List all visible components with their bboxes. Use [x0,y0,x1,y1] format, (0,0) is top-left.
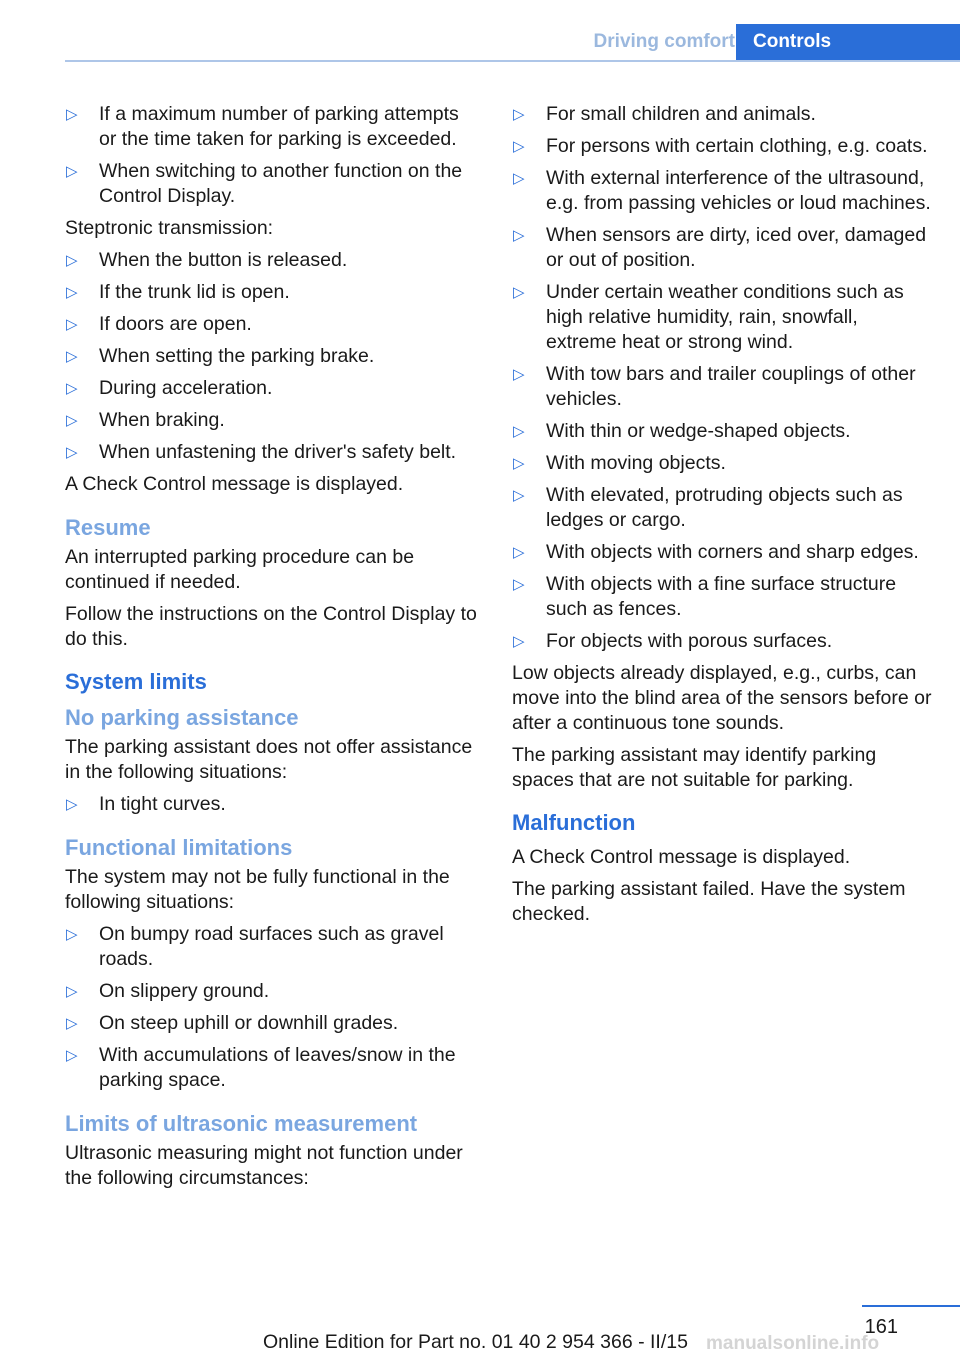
list-item-text: When setting the parking brake. [99,345,375,367]
list-item-text: If doors are open. [99,313,252,335]
list-item [65,408,480,433]
list-item-text: If a maximum number of parking attempts or the time taken for parking is exceeded. [99,103,459,150]
no-parking-paragraph: The parking assistant does not offer assistance in the following situations: [65,736,473,783]
functional-paragraph: The system may not be fully functional in the following situations: [65,866,450,913]
list-item [512,166,932,216]
triangle-bullet-icon: ▷ [66,163,78,180]
list-item-text: For small children and animals. [546,103,816,125]
triangle-bullet-icon: ▷ [66,348,78,365]
page-number: 161 [864,1316,898,1338]
triangle-bullet-icon: ▷ [513,487,525,504]
triangle-bullet-icon: ▷ [513,227,525,244]
list-item-text: With tow bars and trailer couplings of other vehicles. [546,363,916,410]
heading-resume: Resume [65,515,151,540]
header-chapter-tab: Controls [736,24,960,60]
list-item [512,483,932,533]
list-item [65,312,480,337]
malfunction-paragraph-1: A Check Control message is displayed. [512,846,851,868]
triangle-bullet-icon: ▷ [513,423,525,440]
list-item [512,629,932,654]
left-column [65,102,480,1198]
list-item-text: With accumulations of leaves/snow in the parking space. [99,1044,456,1091]
resume-paragraph-1: An interrupted parking procedure can be continued if needed. [65,546,415,593]
triangle-bullet-icon: ▷ [513,366,525,383]
list-item-text: On steep uphill or downhill grades. [99,1012,399,1034]
list-item [512,419,932,444]
list-item-text: With moving objects. [546,452,726,474]
header-rule [65,60,960,62]
triangle-bullet-icon: ▷ [513,633,525,650]
triangle-bullet-icon: ▷ [513,284,525,301]
bullet-list [65,792,480,817]
list-item [65,159,480,209]
list-item [65,280,480,305]
triangle-bullet-icon: ▷ [66,1047,78,1064]
list-item-text: If the trunk lid is open. [99,281,290,303]
list-item-text: In tight curves. [99,793,226,815]
bullet-list [512,102,932,654]
list-item [512,134,932,159]
resume-paragraph-2: Follow the instructions on the Control Display to do this. [65,603,477,650]
list-item-text: When switching to another function on the Control Display. [99,160,463,207]
edition-text: Online Edition for Part no. 01 40 2 954 366 - II/15 [263,1331,688,1353]
triangle-bullet-icon: ▷ [66,106,78,123]
list-item-text: When sensors are dirty, iced over, damaged or out of position. [546,224,927,271]
list-item-text: When unfastening the driver's safety belt. [99,441,457,463]
list-item [65,376,480,401]
list-item [65,248,480,273]
list-item-text: When braking. [99,409,225,431]
identify-paragraph: The parking assistant may identify parking spaces that are not suitable for parking. [512,744,877,791]
list-item [65,1011,480,1036]
ultrasonic-paragraph: Ultrasonic measuring might not function under the following circumstances: [65,1142,463,1189]
list-item-text: On slippery ground. [99,980,270,1002]
list-item [65,979,480,1004]
list-item-text: With objects with corners and sharp edges. [546,541,919,563]
heading-malfunction: Malfunction [512,810,636,835]
triangle-bullet-icon: ▷ [66,796,78,813]
check-control-text: A Check Control message is displayed. [65,473,404,495]
bullet-list [65,102,480,209]
triangle-bullet-icon: ▷ [66,252,78,269]
heading-no-parking-assistance: No parking assistance [65,705,299,730]
footer-rule [862,1305,960,1307]
list-item [65,792,480,817]
list-item-text: When the button is released. [99,249,348,271]
list-item [512,362,932,412]
list-item [65,922,480,972]
low-objects-paragraph: Low objects already displayed, e.g., curbs, can move into the blind area of the sensors before or after a continuous tone sounds. [512,662,932,734]
list-item-text: With thin or wedge-shaped objects. [546,420,851,442]
triangle-bullet-icon: ▷ [513,576,525,593]
list-item-text: Under certain weather conditions such as high relative humidity, rain, snowfall, extreme heat or strong wind. [546,281,904,353]
right-column [512,102,932,934]
heading-ultrasonic-limits: Limits of ultrasonic measurement [65,1111,418,1136]
triangle-bullet-icon: ▷ [66,284,78,301]
header-section-title: Driving comfort [593,31,735,52]
triangle-bullet-icon: ▷ [66,983,78,1000]
triangle-bullet-icon: ▷ [66,926,78,943]
list-item [65,440,480,465]
triangle-bullet-icon: ▷ [66,1015,78,1032]
bullet-list [65,248,480,465]
list-item-text: With objects with a fine surface structure such as fences. [546,573,897,620]
heading-functional-limitations: Functional limitations [65,835,293,860]
list-item [512,540,932,565]
triangle-bullet-icon: ▷ [513,170,525,187]
list-item [512,572,932,622]
triangle-bullet-icon: ▷ [513,138,525,155]
malfunction-paragraph-2: The parking assistant failed. Have the system checked. [512,878,906,925]
list-item [65,1043,480,1093]
list-item-text: For objects with porous surfaces. [546,630,833,652]
triangle-bullet-icon: ▷ [66,444,78,461]
triangle-bullet-icon: ▷ [66,412,78,429]
triangle-bullet-icon: ▷ [66,380,78,397]
list-item-text: With elevated, protruding objects such as ledges or cargo. [546,484,903,531]
list-item-text: During acceleration. [99,377,273,399]
triangle-bullet-icon: ▷ [513,544,525,561]
steptronic-label: Steptronic transmission: [65,217,274,239]
list-item [512,451,932,476]
triangle-bullet-icon: ▷ [513,455,525,472]
list-item [512,102,932,127]
watermark-text: manualsonline.info [706,1333,880,1354]
list-item [512,280,932,355]
list-item-text: On bumpy road surfaces such as gravel roads. [99,923,444,970]
triangle-bullet-icon: ▷ [66,316,78,333]
heading-system-limits: System limits [65,669,207,694]
triangle-bullet-icon: ▷ [513,106,525,123]
list-item [512,223,932,273]
bullet-list [65,922,480,1093]
list-item [65,344,480,369]
list-item-text: With external interference of the ultrasound, e.g. from passing vehicles or loud machines. [546,167,931,214]
list-item [65,102,480,152]
list-item-text: For persons with certain clothing, e.g. coats. [546,135,928,157]
